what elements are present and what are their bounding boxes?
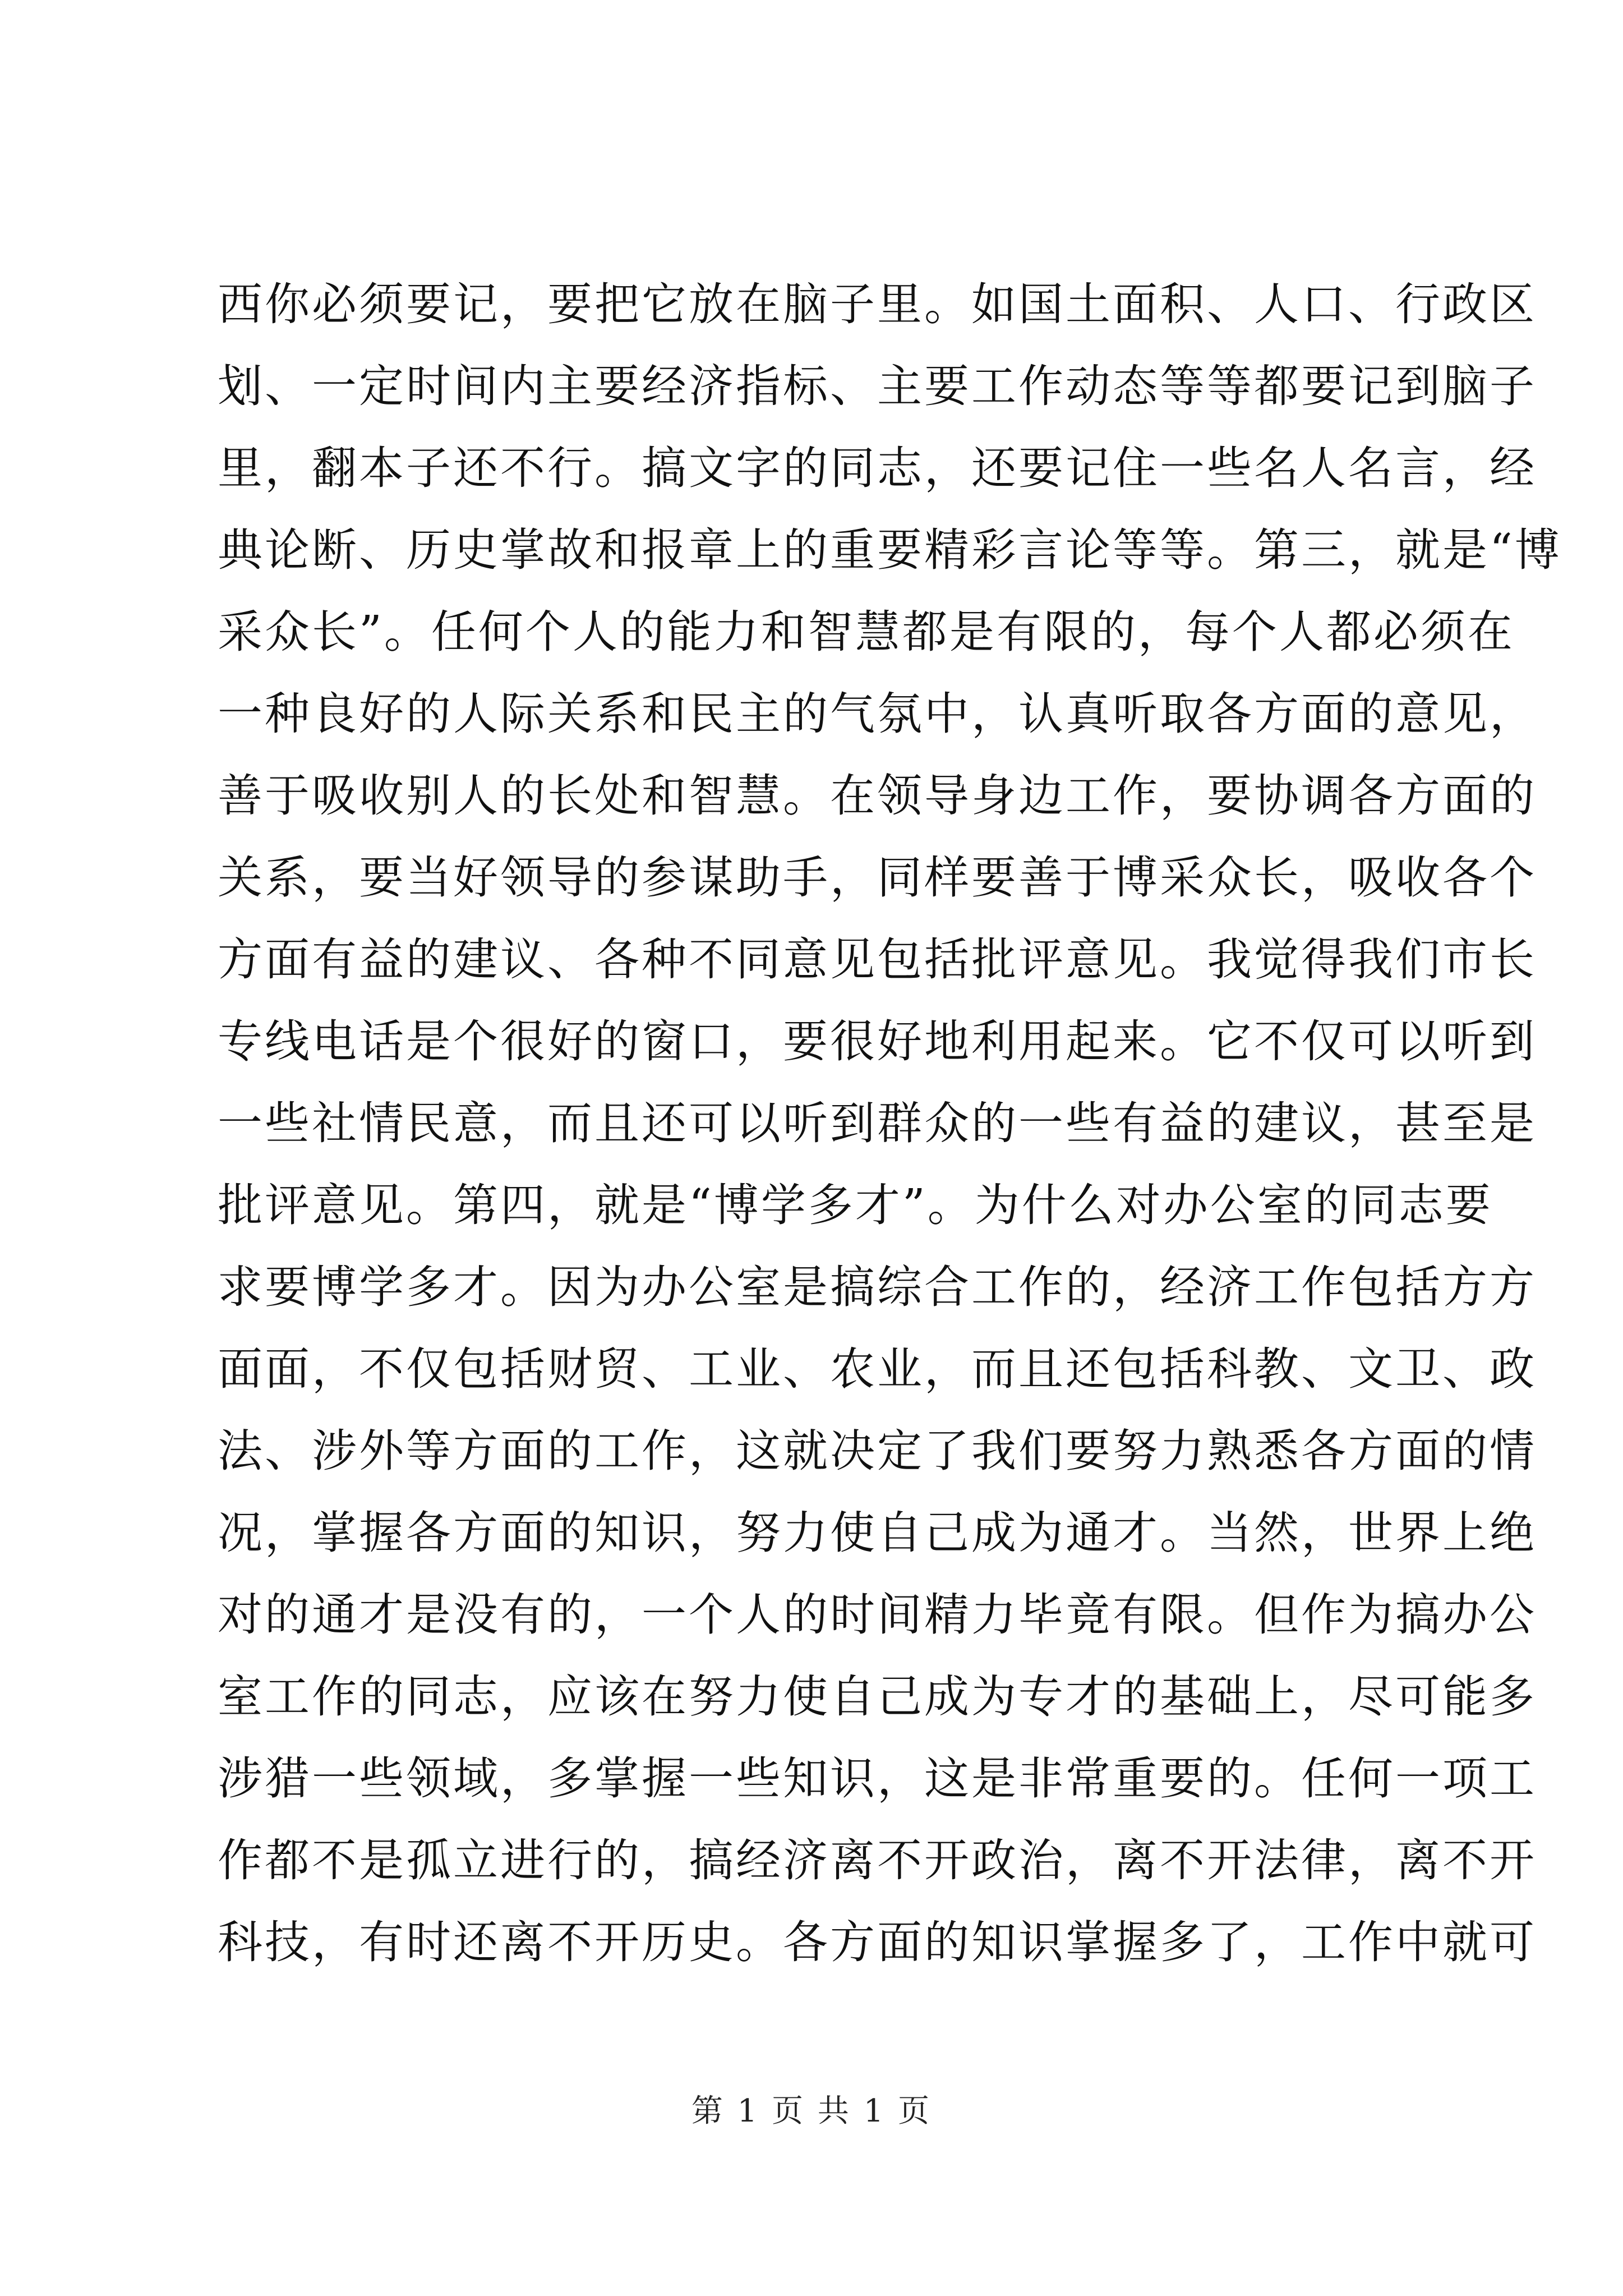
body-text: [218, 264, 1562, 1984]
text-line: 专线电话是个很好的窗口，要很好地利用起来。它不仅可以听到: [218, 1015, 1537, 1068]
text-line: 里，翻本子还不行。搞文字的同志，还要记住一些名人名言，经: [218, 442, 1537, 494]
text-line: 方面有益的建议、各种不同意见包括批评意见。我觉得我们市长: [218, 933, 1537, 986]
text-line: 采众长”。任何个人的能力和智慧都是有限的，每个人都必须在: [218, 606, 1515, 658]
text-line: 西你必须要记，要把它放在脑子里。如国土面积、人口、行政区: [218, 278, 1537, 330]
text-line: 关系，要当好领导的参谋助手，同样要善于博采众长，吸收各个: [218, 852, 1537, 904]
text-line: 面面，不仅包括财贸、工业、农业，而且还包括科教、文卫、政: [218, 1343, 1537, 1395]
text-line: 一些社情民意，而且还可以听到群众的一些有益的建议，甚至是: [218, 1097, 1537, 1149]
page-number-label: 第 1 页 共 1 页: [691, 2093, 932, 2129]
text-line: 批评意见。第四，就是“博学多才”。为什么对办公室的同志要: [218, 1179, 1493, 1231]
text-line: 一种良好的人际关系和民主的气氛中，认真听取各方面的意见，: [218, 688, 1537, 740]
text-line: 作都不是孤立进行的，搞经济离不开政治，离不开法律，离不开: [218, 1834, 1537, 1887]
text-line: 涉猎一些领域，多掌握一些知识，这是非常重要的。任何一项工: [218, 1752, 1537, 1805]
text-line: 况，掌握各方面的知识，努力使自己成为通才。当然，世界上绝: [218, 1507, 1537, 1559]
text-line: 善于吸收别人的长处和智慧。在领导身边工作，要协调各方面的: [218, 770, 1537, 822]
text-line: 法、涉外等方面的工作，这就决定了我们要努力熟悉各方面的情: [218, 1425, 1537, 1477]
text-line: 对的通才是没有的，一个人的时间精力毕竟有限。但作为搞办公: [218, 1589, 1537, 1641]
page-footer: [0, 2091, 1623, 2132]
text-line: 典论断、历史掌故和报章上的重要精彩言论等等。第三，就是“博: [218, 524, 1562, 576]
text-line: 求要博学多才。因为办公室是搞综合工作的，经济工作包括方方: [218, 1261, 1537, 1313]
text-line: 室工作的同志，应该在努力使自己成为专才的基础上，尽可能多: [218, 1671, 1537, 1723]
text-line: 科技，有时还离不开历史。各方面的知识掌握多了，工作中就可: [218, 1916, 1537, 1968]
text-line: 划、一定时间内主要经济指标、主要工作动态等等都要记到脑子: [218, 360, 1537, 412]
